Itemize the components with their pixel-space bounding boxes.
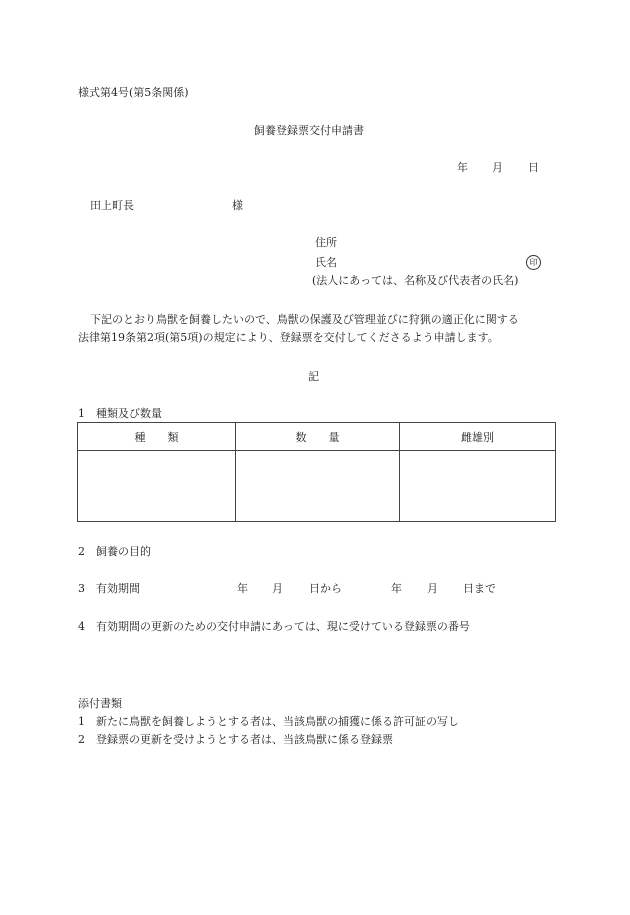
attachments-heading: 添付書類 xyxy=(78,697,122,710)
period-start-day: 日から xyxy=(309,582,342,595)
period-end-month: 月 xyxy=(427,582,438,595)
date-month-label: 月 xyxy=(492,161,503,174)
period-start-month: 月 xyxy=(272,582,283,595)
ki-heading: 記 xyxy=(308,370,319,383)
section-4-label: 4 有効期間の更新のための交付申請にあっては、現に受けている登録票の番号 xyxy=(78,620,470,633)
species-quantity-table xyxy=(77,422,556,522)
column-header-quantity: 数 量 xyxy=(236,423,400,451)
cell-species[interactable] xyxy=(78,451,236,522)
request-text-line-2: 法律第19条第2項(第5項)の規定により、登録票を交付してくださるよう申請します。 xyxy=(78,331,499,344)
applicant-note: (法人にあっては、名称及び代表者の氏名) xyxy=(312,274,519,287)
applicant-address-label: 住所 xyxy=(315,236,337,249)
period-end-year: 年 xyxy=(391,582,402,595)
section-3-label: 3 有効期間 xyxy=(78,582,140,595)
period-end-day: 日まで xyxy=(463,582,496,595)
date-day-label: 日 xyxy=(528,161,539,174)
attachment-item: 1 新たに鳥獣を飼養しようとする者は、当該鳥獣の捕獲に係る許可証の写し xyxy=(78,715,459,728)
section-2-label: 2 飼養の目的 xyxy=(78,545,151,558)
cell-sex[interactable] xyxy=(400,451,556,522)
cell-quantity[interactable] xyxy=(236,451,400,522)
attachment-item: 2 登録票の更新を受けようとする者は、当該鳥獣に係る登録票 xyxy=(78,733,393,746)
section-1-label: 1 種類及び数量 xyxy=(78,407,162,420)
date-year-label: 年 xyxy=(457,161,468,174)
table-header-row xyxy=(78,423,556,451)
applicant-name-label: 氏名 xyxy=(315,256,337,269)
column-header-sex: 雌雄別 xyxy=(400,423,556,451)
document-title: 飼養登録票交付申請書 xyxy=(254,124,364,137)
seal-mark: 印 xyxy=(526,255,541,270)
addressee-name: 田上町長 xyxy=(90,199,134,212)
column-header-species: 種 類 xyxy=(78,423,236,451)
request-text-line-1: 下記のとおり鳥獣を飼養したいので、鳥獣の保護及び管理並びに狩猟の適正化に関する xyxy=(90,313,519,326)
table-row xyxy=(78,451,556,522)
form-number: 様式第4号(第5条関係) xyxy=(78,86,189,99)
period-start-year: 年 xyxy=(237,582,248,595)
addressee-honorific: 様 xyxy=(232,199,243,212)
